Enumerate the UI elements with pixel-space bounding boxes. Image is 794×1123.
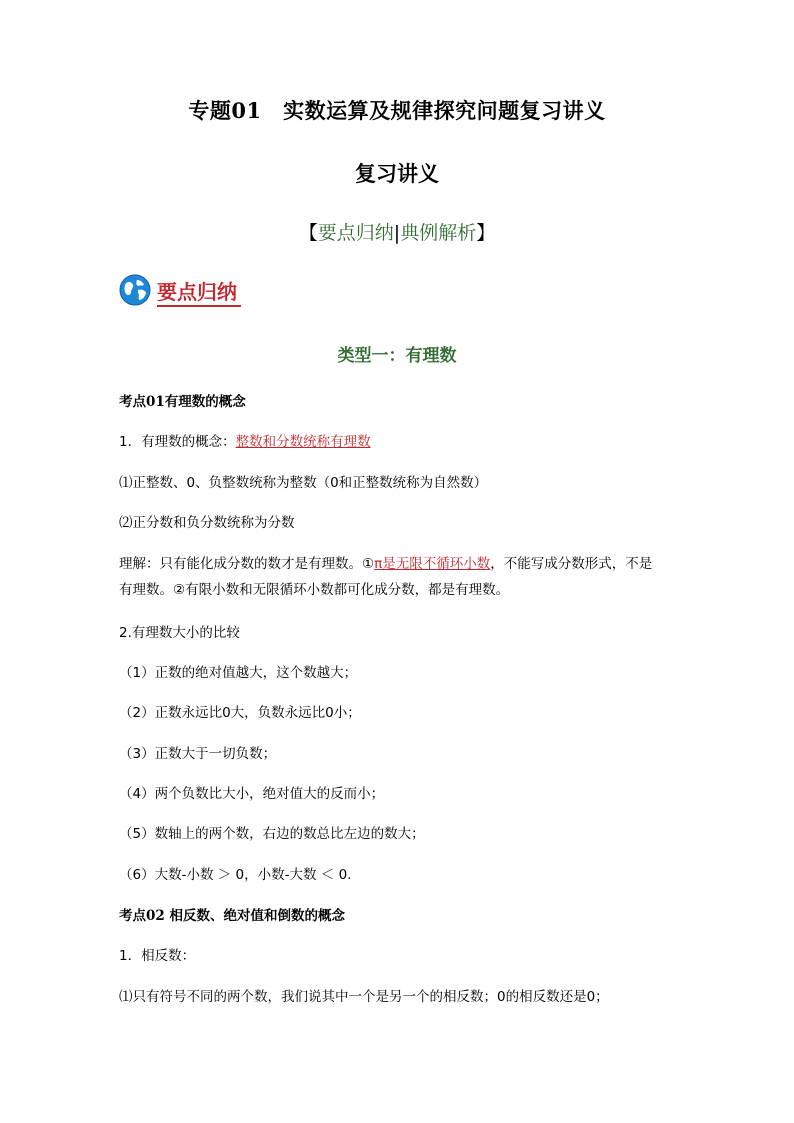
compare-item: （3）正数大于一切负数； (119, 746, 277, 762)
kaodian-2-title: 考点02 相反数、绝对值和倒数的概念 (119, 908, 345, 924)
tag-separator: | (393, 222, 401, 244)
globe-icon (119, 274, 151, 306)
definition-highlight: 整数和分数统称有理数 (235, 434, 371, 450)
kaodian-1-title: 考点01有理数的概念 (119, 394, 246, 410)
pi-highlight: π是无限不循环小数 (374, 556, 491, 572)
rational-definition (119, 430, 371, 450)
compare-item: （6）大数-小数 ＞ 0，小数-大数 ＜ 0. (119, 867, 352, 883)
compare-item: （5）数轴上的两个数，右边的数总比左边的数大； (119, 826, 425, 842)
compare-title: 2.有理数大小的比较 (119, 625, 240, 641)
section-label: 要点归纳 (157, 280, 237, 304)
understanding-suffix: ，不能写成分数形式，不是 (490, 556, 653, 572)
page-title: 专题01 实数运算及规律探究问题复习讲义 (188, 98, 606, 123)
opposite-number-heading: 1．相反数： (119, 948, 196, 964)
understanding-prefix: 理解：只有能化成分数的数才是有理数。① (119, 556, 375, 572)
page-subtitle: 复习讲义 (355, 161, 439, 186)
tag-key-points: 要点归纳 (317, 222, 394, 244)
tags-open-bracket: 【 (298, 222, 318, 244)
tags-close-bracket: 】 (476, 222, 496, 244)
compare-item: （4）两个负数比大小，绝对值大的反而小； (119, 786, 385, 802)
compare-item: （1）正数的绝对值越大，这个数越大； (119, 665, 358, 681)
section-underline (157, 305, 241, 307)
topic-tags (0, 218, 794, 245)
understanding-line-2: 有理数。②有限小数和无限循环小数都可化成分数，都是有理数。 (119, 582, 510, 598)
compare-item: （2）正数永远比0大，负数永远比0小； (119, 705, 361, 721)
fraction-item: ⑵正分数和负分数统称为分数 (119, 515, 295, 531)
tag-example-analysis: 典例解析 (400, 222, 477, 244)
opposite-number-item: ⑴只有符号不同的两个数，我们说其中一个是另一个的相反数；0的相反数还是0； (119, 989, 609, 1005)
definition-prefix: 1．有理数的概念： (119, 434, 236, 450)
understanding-line-1 (119, 552, 652, 572)
integer-item: ⑴正整数、0、负整数统称为整数（0和正整数统称为自然数） (119, 475, 488, 491)
type-title: 类型一：有理数 (337, 346, 457, 366)
